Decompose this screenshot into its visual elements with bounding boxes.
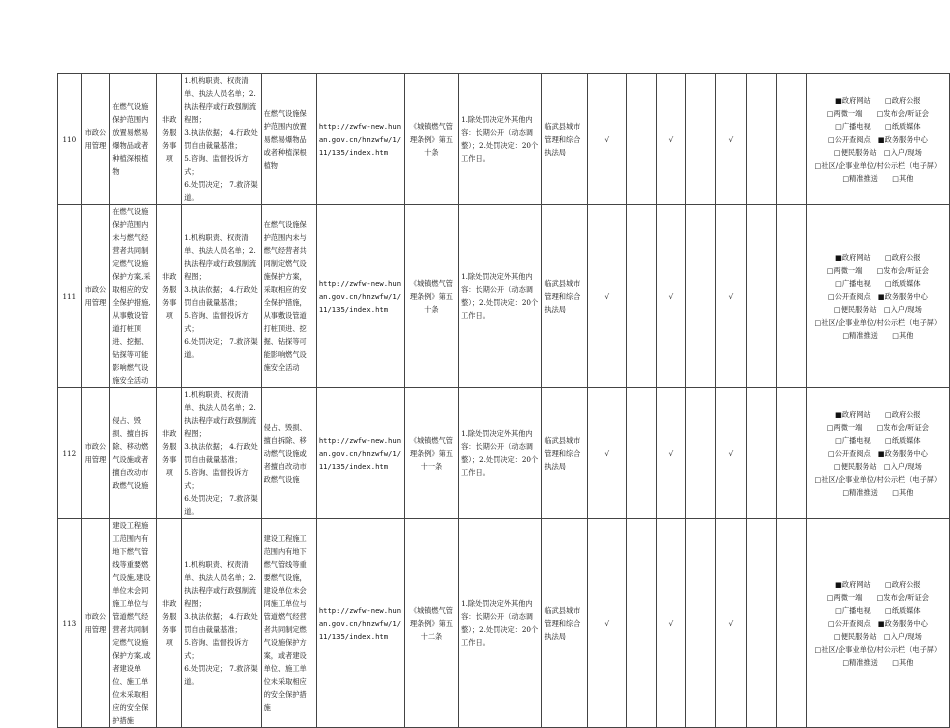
- dept-cell: 市政公用管理: [81, 74, 110, 205]
- empty-cell: [746, 74, 776, 205]
- timelimit-cell: 1.除处罚决定外其他内容：长期公开（动态调整）；2.处罚决定：20个工作日。: [459, 388, 542, 519]
- check-society: √: [587, 388, 626, 519]
- row-number: 113: [58, 519, 82, 728]
- content-line: 5.咨询、监督投诉方式；: [184, 311, 249, 333]
- law-cell: 《城镇燃气管理条例》第五十条: [404, 205, 458, 388]
- channel-option: □两微一端 □发布会/听证会: [826, 265, 929, 275]
- content-cell: [182, 205, 261, 388]
- type-cell: 非政务服务事项: [157, 388, 182, 519]
- row-number: 110: [58, 74, 82, 205]
- type-cell: 非政务服务事项: [157, 205, 182, 388]
- channel-option: □公开查阅点 ■政务服务中心: [827, 291, 928, 301]
- content-line: 1.机构职责、权责清单、执法人员名单；2.执法程序或行政强制流程图；: [184, 233, 257, 281]
- channel-option: □便民服务站 □入户/现场: [833, 631, 922, 641]
- dept-cell: 市政公用管理: [81, 388, 110, 519]
- dept-cell: 市政公用管理: [81, 205, 110, 388]
- url-link[interactable]: http://zwfw-new.hunan.gov.cn/hnzwfw/1/11/135/index.htm: [316, 74, 404, 205]
- check-county: √: [716, 519, 746, 728]
- channel-option: □两微一端 □发布会/听证会: [826, 422, 929, 432]
- check-county: √: [716, 74, 746, 205]
- law-cell: 《城镇燃气管理条例》第五十二条: [404, 519, 458, 728]
- empty-cell: [746, 205, 776, 388]
- empty-cell: [776, 205, 806, 388]
- channels-cell: [806, 74, 949, 205]
- url-link[interactable]: http://zwfw-new.hunan.gov.cn/hnzwfw/1/11/135/index.htm: [316, 205, 404, 388]
- subject-cell: 临武县城市管理和综合执法局: [542, 388, 587, 519]
- channel-option: ■政府网站 □政府公报: [835, 252, 921, 262]
- content-line: 5.咨询、监督投诉方式；: [184, 638, 249, 660]
- channel-option: □精准推送 □其他: [842, 657, 914, 667]
- channels-cell: [806, 388, 949, 519]
- empty-cell: [686, 519, 716, 728]
- row-number: 111: [58, 205, 82, 388]
- channel-option: □社区/企事业单位/村公示栏（电子屏）: [814, 474, 942, 484]
- empty-cell: [626, 519, 656, 728]
- content-line: 5.咨询、监督投诉方式；: [184, 154, 249, 176]
- subject-cell: 临武县城市管理和综合执法局: [542, 205, 587, 388]
- channel-option: □精准推送 □其他: [842, 173, 914, 183]
- content-line: 6.处罚决定； 7.救济渠道。: [184, 337, 258, 359]
- channel-option: □社区/企事业单位/村公示栏（电子屏）: [814, 644, 942, 654]
- empty-cell: [776, 388, 806, 519]
- channel-option: ■政府网站 □政府公报: [835, 579, 921, 589]
- empty-cell: [776, 519, 806, 728]
- url-link[interactable]: http://zwfw-new.hunan.gov.cn/hnzwfw/1/11/135/index.htm: [316, 388, 404, 519]
- timelimit-cell: 1.除处罚决定外其他内容：长期公开（动态调整）；2.处罚决定：20个工作日。: [459, 519, 542, 728]
- empty-cell: [686, 388, 716, 519]
- check-active: √: [656, 74, 685, 205]
- check-county: √: [716, 205, 746, 388]
- content-cell: [182, 388, 261, 519]
- content-line: 6.处罚决定； 7.救济渠道。: [184, 494, 258, 516]
- channel-option: □两微一端 □发布会/听证会: [826, 592, 929, 602]
- empty-cell: [686, 74, 716, 205]
- url-link[interactable]: http://zwfw-new.hunan.gov.cn/hnzwfw/1/11/135/index.htm: [316, 519, 404, 728]
- channel-option: □便民服务站 □入户/现场: [833, 461, 922, 471]
- channel-option: □公开查阅点 ■政务服务中心: [827, 134, 928, 144]
- content-line: 3.执法依据； 4.行政处罚自由裁量基准；: [184, 612, 258, 634]
- channel-option: ■政府网站 □政府公报: [835, 409, 921, 419]
- row-number: 112: [58, 388, 82, 519]
- table-row: [58, 388, 950, 519]
- channel-option: □社区/企事业单位/村公示栏（电子屏）: [814, 160, 942, 170]
- item-cell: 在燃气设施保护范围内放置易燃易爆物品或者种植深根植物: [110, 74, 157, 205]
- empty-cell: [626, 388, 656, 519]
- channel-option: □社区/企事业单位/村公示栏（电子屏）: [814, 317, 942, 327]
- content-line: 1.机构职责、权责清单、执法人员名单；2.执法程序或行政强制流程图；: [184, 76, 257, 124]
- dept-cell: 市政公用管理: [81, 519, 110, 728]
- empty-cell: [626, 74, 656, 205]
- channel-option: □公开查阅点 ■政务服务中心: [827, 618, 928, 628]
- empty-cell: [686, 205, 716, 388]
- content-line: 3.执法依据； 4.行政处罚自由裁量基准；: [184, 442, 258, 464]
- channel-option: □广播电视 □纸质媒体: [835, 121, 921, 131]
- channels-cell: [806, 205, 949, 388]
- basis-cell: 建设工程施工范围内有地下燃气管线等重要燃气设施，建设单位未会同施工单位与管道燃气经营者共同制定燃气设施保护方案，或者建设单位、施工单位未采取相应的安全保护措施: [261, 519, 316, 728]
- channel-option: □广播电视 □纸质媒体: [835, 605, 921, 615]
- check-society: √: [587, 519, 626, 728]
- content-line: 1.机构职责、权责清单、执法人员名单；2.执法程序或行政强制流程图；: [184, 390, 257, 438]
- table-row: [58, 205, 950, 388]
- channel-option: □便民服务站 □入户/现场: [833, 304, 922, 314]
- subject-cell: 临武县城市管理和综合执法局: [542, 519, 587, 728]
- type-cell: 非政务服务事项: [157, 74, 182, 205]
- channel-option: □广播电视 □纸质媒体: [835, 278, 921, 288]
- channel-option: □便民服务站 □入户/现场: [833, 147, 922, 157]
- basis-cell: 侵占、毁损、擅自拆除、移动燃气设施或者擅自改动市政燃气设施: [261, 388, 316, 519]
- timelimit-cell: 1.除处罚决定外其他内容：长期公开（动态调整）；2.处罚决定：20个工作日。: [459, 205, 542, 388]
- subject-cell: 临武县城市管理和综合执法局: [542, 74, 587, 205]
- item-cell: 建设工程施工范围内有地下燃气管线等重要燃气设施,建设单位未会同施工单位与管道燃气经营者共同制定燃气设施保护方案,或者建设单位、施工单位未采取相应的安全保护措施: [110, 519, 157, 728]
- item-cell: 侵占、毁损、擅自拆除、移动燃气设施或者擅自改动市政燃气设施: [110, 388, 157, 519]
- empty-cell: [776, 74, 806, 205]
- basis-cell: 在燃气设施保护范围内放置易燃易爆物品或者种植深根植物: [261, 74, 316, 205]
- table-row: [58, 519, 950, 728]
- content-line: 5.咨询、监督投诉方式；: [184, 468, 249, 490]
- check-county: √: [716, 388, 746, 519]
- channels-cell: [806, 519, 949, 728]
- timelimit-cell: 1.除处罚决定外其他内容：长期公开（动态调整）；2.处罚决定：20个工作日。: [459, 74, 542, 205]
- content-line: 3.执法依据； 4.行政处罚自由裁量基准；: [184, 285, 258, 307]
- basis-cell: 在燃气设施保护范围内未与燃气经营者共同制定燃气设施保护方案，采取相应的安全保护措施，从事敷设管道打桩顶进、挖掘、钻探等可能影响燃气设施安全活动: [261, 205, 316, 388]
- item-cell: 在燃气设施保护范围内未与燃气经营者共同制定燃气设施保护方案,采取相应的安全保护措施,从事敷设管道打桩顶进、挖掘、钻探等可能影响燃气设施安全活动: [110, 205, 157, 388]
- channel-option: □公开查阅点 ■政务服务中心: [827, 448, 928, 458]
- channel-option: □精准推送 □其他: [842, 330, 914, 340]
- check-society: √: [587, 205, 626, 388]
- law-cell: 《城镇燃气管理条例》第五十条: [404, 74, 458, 205]
- channel-option: □两微一端 □发布会/听证会: [826, 108, 929, 118]
- empty-cell: [626, 205, 656, 388]
- content-line: 6.处罚决定； 7.救济渠道。: [184, 180, 258, 202]
- empty-cell: [746, 519, 776, 728]
- content-cell: [182, 519, 261, 728]
- check-active: √: [656, 205, 685, 388]
- table-row: [58, 74, 950, 205]
- check-active: √: [656, 519, 685, 728]
- check-society: √: [587, 74, 626, 205]
- content-line: 1.机构职责、权责清单、执法人员名单；2.执法程序或行政强制流程图；: [184, 560, 257, 608]
- content-line: 6.处罚决定； 7.救济渠道。: [184, 664, 258, 686]
- disclosure-table: [57, 73, 950, 728]
- channel-option: ■政府网站 □政府公报: [835, 95, 921, 105]
- type-cell: 非政务服务事项: [157, 519, 182, 728]
- law-cell: 《城镇燃气管理条例》第五十一条: [404, 388, 458, 519]
- channel-option: □广播电视 □纸质媒体: [835, 435, 921, 445]
- empty-cell: [746, 388, 776, 519]
- content-cell: [182, 74, 261, 205]
- channel-option: □精准推送 □其他: [842, 487, 914, 497]
- check-active: √: [656, 388, 685, 519]
- content-line: 3.执法依据； 4.行政处罚自由裁量基准；: [184, 128, 258, 150]
